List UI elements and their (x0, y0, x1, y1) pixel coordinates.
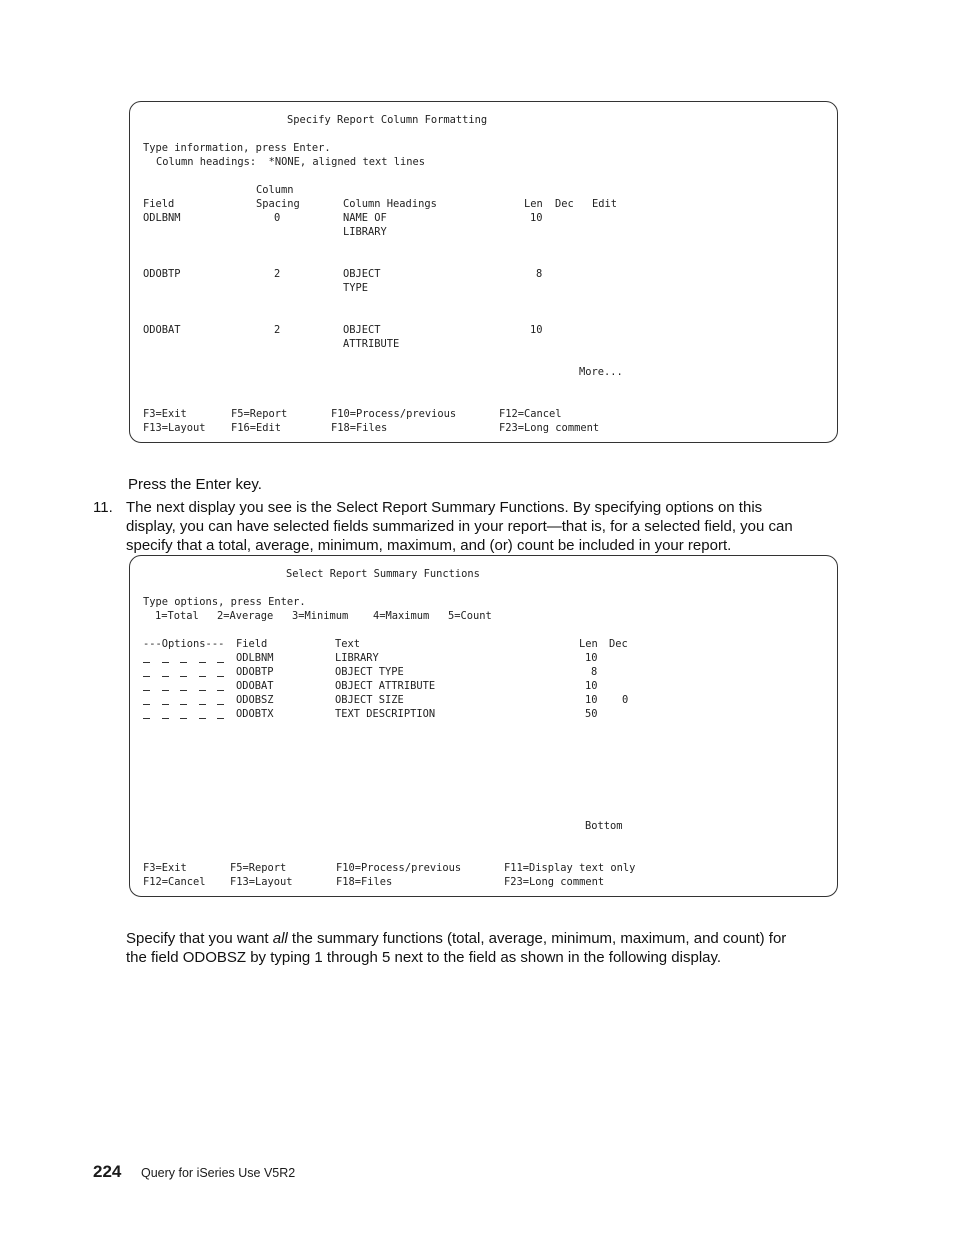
option-input[interactable] (162, 676, 169, 677)
heading-input[interactable]: LIBRARY (343, 226, 387, 238)
option-input[interactable] (162, 718, 169, 719)
f5-report-key[interactable]: F5=Report (230, 862, 287, 874)
header-field: Field (143, 198, 175, 210)
option-input[interactable] (217, 676, 224, 677)
column-headings-setting: Column headings: *NONE, aligned text lines (156, 156, 425, 168)
option-legend: 2=Average (217, 610, 274, 622)
option-input[interactable] (180, 718, 187, 719)
option-input[interactable] (199, 690, 206, 691)
press-enter-text: Press the Enter key. (128, 476, 262, 493)
option-input[interactable] (162, 662, 169, 663)
heading-input[interactable]: TYPE (343, 282, 369, 294)
header-spacing: Spacing (256, 198, 300, 210)
header-len: Len (524, 198, 543, 210)
header-column: Column (256, 184, 294, 196)
f18-files-key[interactable]: F18=Files (331, 422, 388, 434)
field-name: ODOBTP (143, 268, 181, 280)
option-legend: 4=Maximum (373, 610, 430, 622)
book-title: Query for iSeries Use V5R2 (141, 1166, 296, 1180)
spacing-input[interactable]: 2 (274, 268, 281, 280)
f5-report-key[interactable]: F5=Report (231, 408, 288, 420)
heading-input[interactable]: OBJECT (343, 324, 381, 336)
column-formatting-screen (129, 101, 838, 443)
field-text: OBJECT SIZE (335, 694, 404, 706)
field-name: ODOBSZ (236, 694, 274, 706)
option-input[interactable] (199, 718, 206, 719)
option-input[interactable] (217, 690, 224, 691)
field-len: 50 (585, 708, 598, 720)
option-input[interactable] (143, 690, 150, 691)
field-text: TEXT DESCRIPTION (335, 708, 436, 720)
field-name: ODOBTX (236, 708, 274, 720)
len-input[interactable]: 10 (530, 212, 543, 224)
len-input[interactable]: 8 (536, 268, 543, 280)
option-input[interactable] (199, 676, 206, 677)
option-input[interactable] (217, 704, 224, 705)
f10-process-key[interactable]: F10=Process/previous (336, 862, 462, 874)
header-dec: Dec (609, 638, 628, 650)
f13-layout-key[interactable]: F13=Layout (143, 422, 206, 434)
field-len: 10 (585, 652, 598, 664)
f11-display-text-key[interactable]: F11=Display text only (504, 862, 636, 874)
option-input[interactable] (180, 704, 187, 705)
spacing-input[interactable]: 2 (274, 324, 281, 336)
field-name: ODLBNM (236, 652, 274, 664)
option-input[interactable] (162, 704, 169, 705)
paragraph-line: the field ODOBSZ by typing 1 through 5 next to the field as shown in the following display. (126, 949, 722, 966)
option-input[interactable] (143, 676, 150, 677)
f23-long-comment-key[interactable]: F23=Long comment (504, 876, 605, 888)
option-input[interactable] (180, 662, 187, 663)
field-text: OBJECT TYPE (335, 666, 404, 678)
emphasis-all: all (272, 930, 288, 947)
header-len: Len (579, 638, 598, 650)
field-len: 10 (585, 694, 598, 706)
paragraph-text: Specify that you want (126, 930, 273, 947)
field-len: 8 (591, 666, 598, 678)
field-name: ODLBNM (143, 212, 181, 224)
option-input[interactable] (143, 718, 150, 719)
f10-process-key[interactable]: F10=Process/previous (331, 408, 457, 420)
field-text: LIBRARY (335, 652, 379, 664)
step-text-line: specify that a total, average, minimum, maximum, and (or) count be included in your report. (126, 537, 732, 554)
len-input[interactable]: 10 (530, 324, 543, 336)
field-dec: 0 (622, 694, 629, 706)
option-input[interactable] (143, 704, 150, 705)
heading-input[interactable]: NAME OF (343, 212, 387, 224)
field-name: ODOBTP (236, 666, 274, 678)
screen-title: Select Report Summary Functions (286, 568, 480, 580)
option-input[interactable] (162, 690, 169, 691)
f16-edit-key[interactable]: F16=Edit (231, 422, 282, 434)
f18-files-key[interactable]: F18=Files (336, 876, 393, 888)
header-field: Field (236, 638, 268, 650)
option-input[interactable] (143, 662, 150, 663)
more-indicator: More... (579, 366, 623, 378)
f23-long-comment-key[interactable]: F23=Long comment (499, 422, 600, 434)
option-legend: 5=Count (448, 610, 492, 622)
option-legend: 1=Total (155, 610, 199, 622)
page-number: 224 (93, 1162, 122, 1181)
field-text: OBJECT ATTRIBUTE (335, 680, 436, 692)
field-len: 10 (585, 680, 598, 692)
instruction-text: Type options, press Enter. (143, 596, 306, 608)
paragraph-text: the summary functions (total, average, minimum, maximum, and count) for (287, 930, 787, 947)
header-options: ---Options--- (143, 638, 225, 650)
heading-input[interactable]: OBJECT (343, 268, 381, 280)
header-column-headings: Column Headings (343, 198, 437, 210)
bottom-indicator: Bottom (585, 820, 623, 832)
f3-exit-key[interactable]: F3=Exit (143, 408, 187, 420)
f3-exit-key[interactable]: F3=Exit (143, 862, 187, 874)
f12-cancel-key[interactable]: F12=Cancel (499, 408, 562, 420)
option-input[interactable] (217, 662, 224, 663)
field-name: ODOBAT (236, 680, 274, 692)
header-text: Text (335, 638, 361, 650)
option-legend: 3=Minimum (292, 610, 349, 622)
header-edit: Edit (592, 198, 618, 210)
step-text-line: display, you can have selected fields summarized in your report—that is, for a selected field, you can (126, 518, 793, 535)
option-input[interactable] (217, 718, 224, 719)
f12-cancel-key[interactable]: F12=Cancel (143, 876, 206, 888)
instruction-paragraph (126, 929, 786, 948)
step-text-line: The next display you see is the Select Report Summary Functions. By specifying options on this (126, 499, 763, 516)
summary-functions-screen (129, 555, 838, 897)
header-dec: Dec (555, 198, 574, 210)
spacing-input[interactable]: 0 (274, 212, 281, 224)
instruction-text: Type information, press Enter. (143, 142, 331, 154)
f13-layout-key[interactable]: F13=Layout (230, 876, 293, 888)
screen-title: Specify Report Column Formatting (287, 114, 488, 126)
option-input[interactable] (180, 690, 187, 691)
option-input[interactable] (199, 704, 206, 705)
heading-input[interactable]: ATTRIBUTE (343, 338, 400, 350)
field-name: ODOBAT (143, 324, 181, 336)
option-input[interactable] (199, 662, 206, 663)
option-input[interactable] (180, 676, 187, 677)
step-number: 11. (93, 499, 113, 516)
